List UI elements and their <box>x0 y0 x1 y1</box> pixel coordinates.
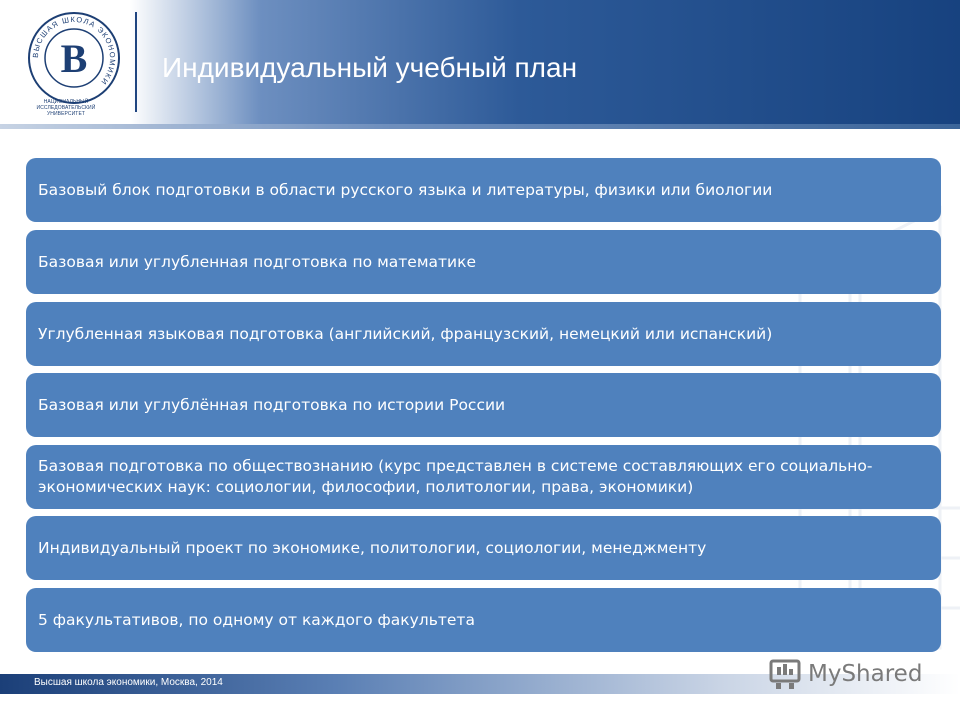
footer-text: Высшая школа экономики, Москва, 2014 <box>34 677 223 688</box>
plan-block: Индивидуальный проект по экономике, политологии, социологии, менеджменту <box>26 516 941 580</box>
myshared-logo-icon <box>768 657 802 691</box>
logo-ring-text: ВЫСШАЯ ШКОЛА ЭКОНОМИКИ <box>30 14 118 88</box>
plan-block: Базовый блок подготовки в области русского языка и литературы, физики или биологии <box>26 158 941 222</box>
plan-block: Углубленная языковая подготовка (английский, французский, немецкий или испанский) <box>26 302 941 366</box>
plan-block: Базовая или углубленная подготовка по математике <box>26 230 941 294</box>
logo-caption: НАЦИОНАЛЬНЫЙ ИССЛЕДОВАТЕЛЬСКИЙ УНИВЕРСИТЕТ <box>36 99 96 117</box>
svg-text:В: В <box>60 36 88 81</box>
myshared-text: MyShared <box>808 661 923 687</box>
plan-block: Базовая подготовка по обществознанию (курс представлен в системе составляющих его социально-экономических наук: социологии, философии, политологии, права, экономики) <box>26 445 941 509</box>
myshared-watermark <box>768 656 922 692</box>
page-title: Индивидуальный учебный план <box>162 52 578 83</box>
plan-block: Базовая или углублённая подготовка по истории России <box>26 373 941 437</box>
plan-block: 5 факультативов, по одному от каждого факультета <box>26 588 941 652</box>
